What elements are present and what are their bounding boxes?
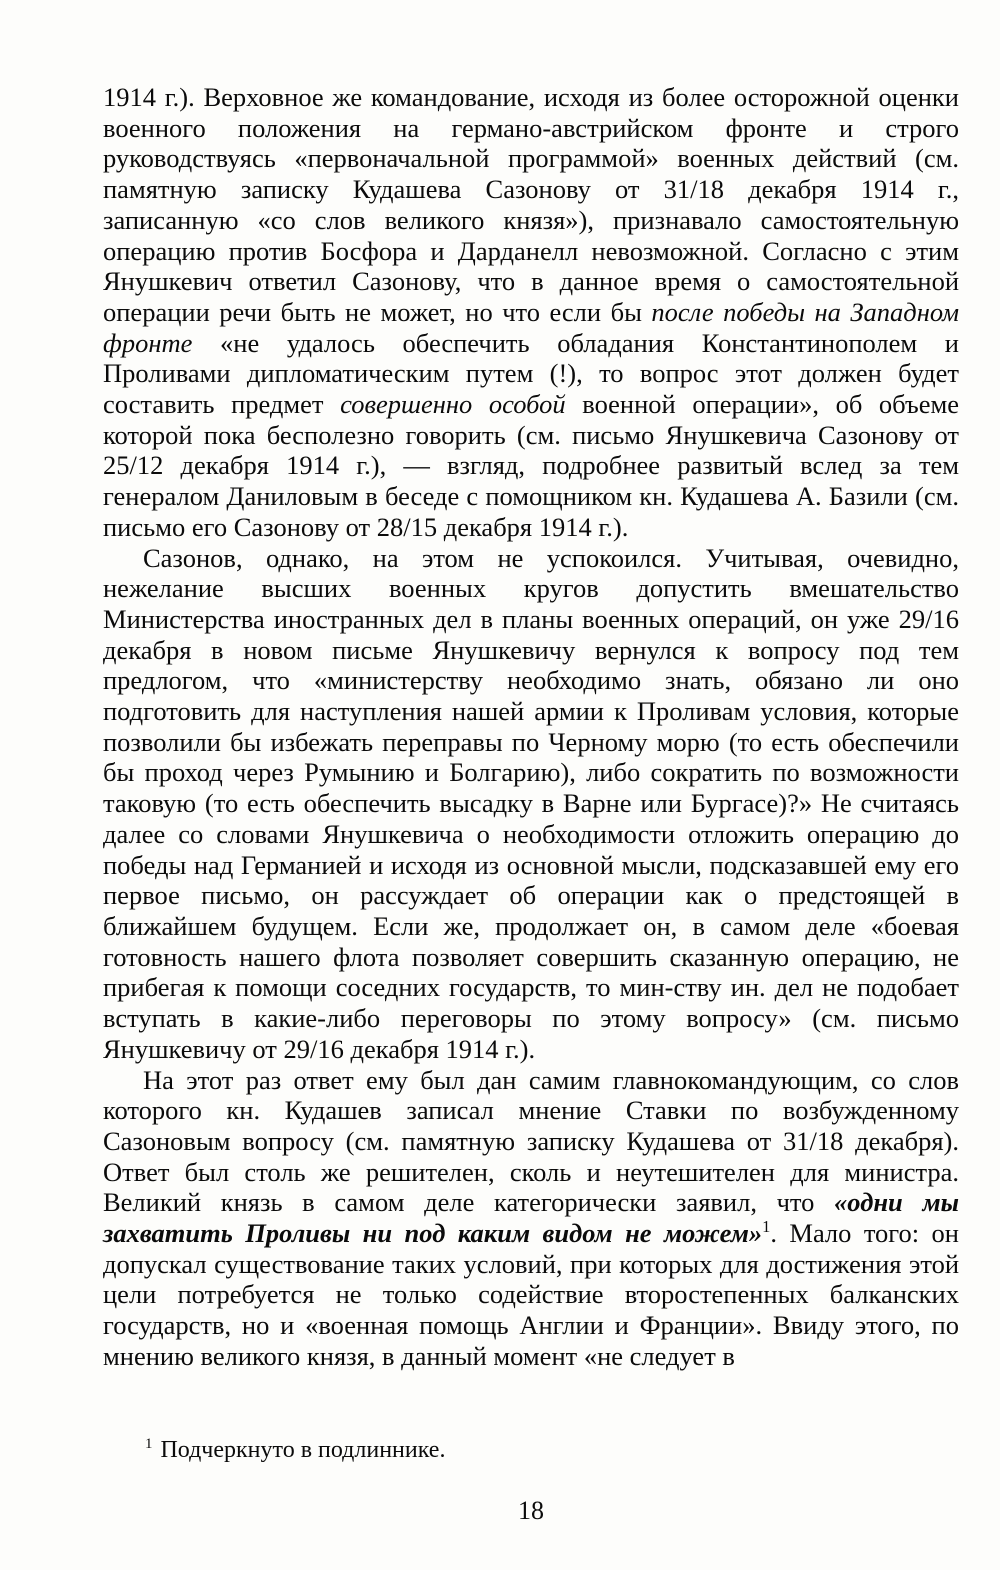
- footnote: [103, 1436, 959, 1465]
- text-run: . Мало того: он допускал существование таких условий, при которых для достижения этой цели потребуется не только содействие второстепенных балканских государств, но и «военная помощь Англии и Франции». Ввиду этого, по мнению великого князя, в данный момент «не следует в: [103, 1218, 959, 1371]
- main-text: [103, 82, 959, 1372]
- footnote-marker: 1: [145, 1436, 153, 1452]
- text-run: «не удалось обеспечить обладания Константинополем и Проливами дипломатическим путем (!), то вопрос этот должен будет составить предмет: [103, 327, 959, 420]
- page-number: 18: [518, 1496, 544, 1525]
- paragraph-1: [103, 82, 959, 543]
- text-run: «одни мы захватить Проливы ни под каким видом не можем»: [103, 1187, 959, 1249]
- text-run: На этот раз ответ ему был дан самим главнокомандующим, со слов которого кн. Кудашев записал мнение Ставки по возбужденному Сазоновым вопросу (см. памятную записку Кудашева от 31/18 декабря). Ответ был столь же решителен, сколь и неутешителен для министра. Великий князь в самом деле категорически заявил, что: [103, 1064, 959, 1218]
- paragraph-3: [103, 1065, 959, 1372]
- text-run: военной операции», об объеме которой пока бесполезно говорить (см. письмо Янушкевича Сазонову от 25/12 декабря 1914 г.), — взгляд, подробнее развитый вслед за тем генералом Даниловым в беседе с помощником кн. Кудашева А. Базили (см. письмо его Сазонову от 28/15 декабря 1914 г.).: [103, 389, 959, 542]
- text-run: 1914 г.). Верховное же командование, исходя из более осторожной оценки военного положения на германо-австрийском фронте и строго руководствуясь «первоначальной программой» военных действий (см. памятную записку Кудашева Сазонову от 31/18 декабря 1914 г., записанную «со слов великого князя»), признавало самостоятельную операцию против Босфора и Дарданелл невозможной. Согласно с этим Янушкевич ответил Сазонову, что в данное время о самостоятельной операции речи быть не может, но что если бы: [103, 82, 959, 327]
- footnote-text: Подчеркнуто в подлиннике.: [160, 1437, 446, 1463]
- text-run: 1: [762, 1217, 771, 1237]
- paragraph-2: [103, 543, 959, 1065]
- text-run: после победы на Западном фронте: [103, 296, 959, 358]
- text-run: Сазонов, однако, на этом не успокоился. Учитывая, очевидно, нежелание высших военных кругов допустить вмешательство Министерства иностранных дел в планы военных операций, он уже 29/16 декабря в новом письме Янушкевичу вернулся к вопросу под тем предлогом, что «министерству необходимо знать, обязано ли оно подготовить для наступления нашей армии к Проливам условия, которые позволили бы избежать переправы по Черному морю (то есть обеспечили бы проход через Румынию и Болгарию), либо сократить по возможности таковую (то есть обеспечить высадку в Варне или Бургасе)?» Не считаясь далее со словами Янушкевича о необходимости отложить операцию до победы над Германией и исходя из основной мысли, подсказавшей ему его первое письмо, он рассуждает об операции как о предстоящей в ближайшем будущем. Если же, продолжает он, в самом деле «боевая готовность нашего флота позволяет совершить сказанную операцию, не прибегая к помощи соседних государств, то мин-ству ин. дел не подобает вступать в какие-либо переговоры по этому вопросу» (см. письмо Янушкевичу от 29/16 декабря 1914 г.).: [103, 542, 959, 1064]
- text-run: совершенно особой: [340, 389, 566, 420]
